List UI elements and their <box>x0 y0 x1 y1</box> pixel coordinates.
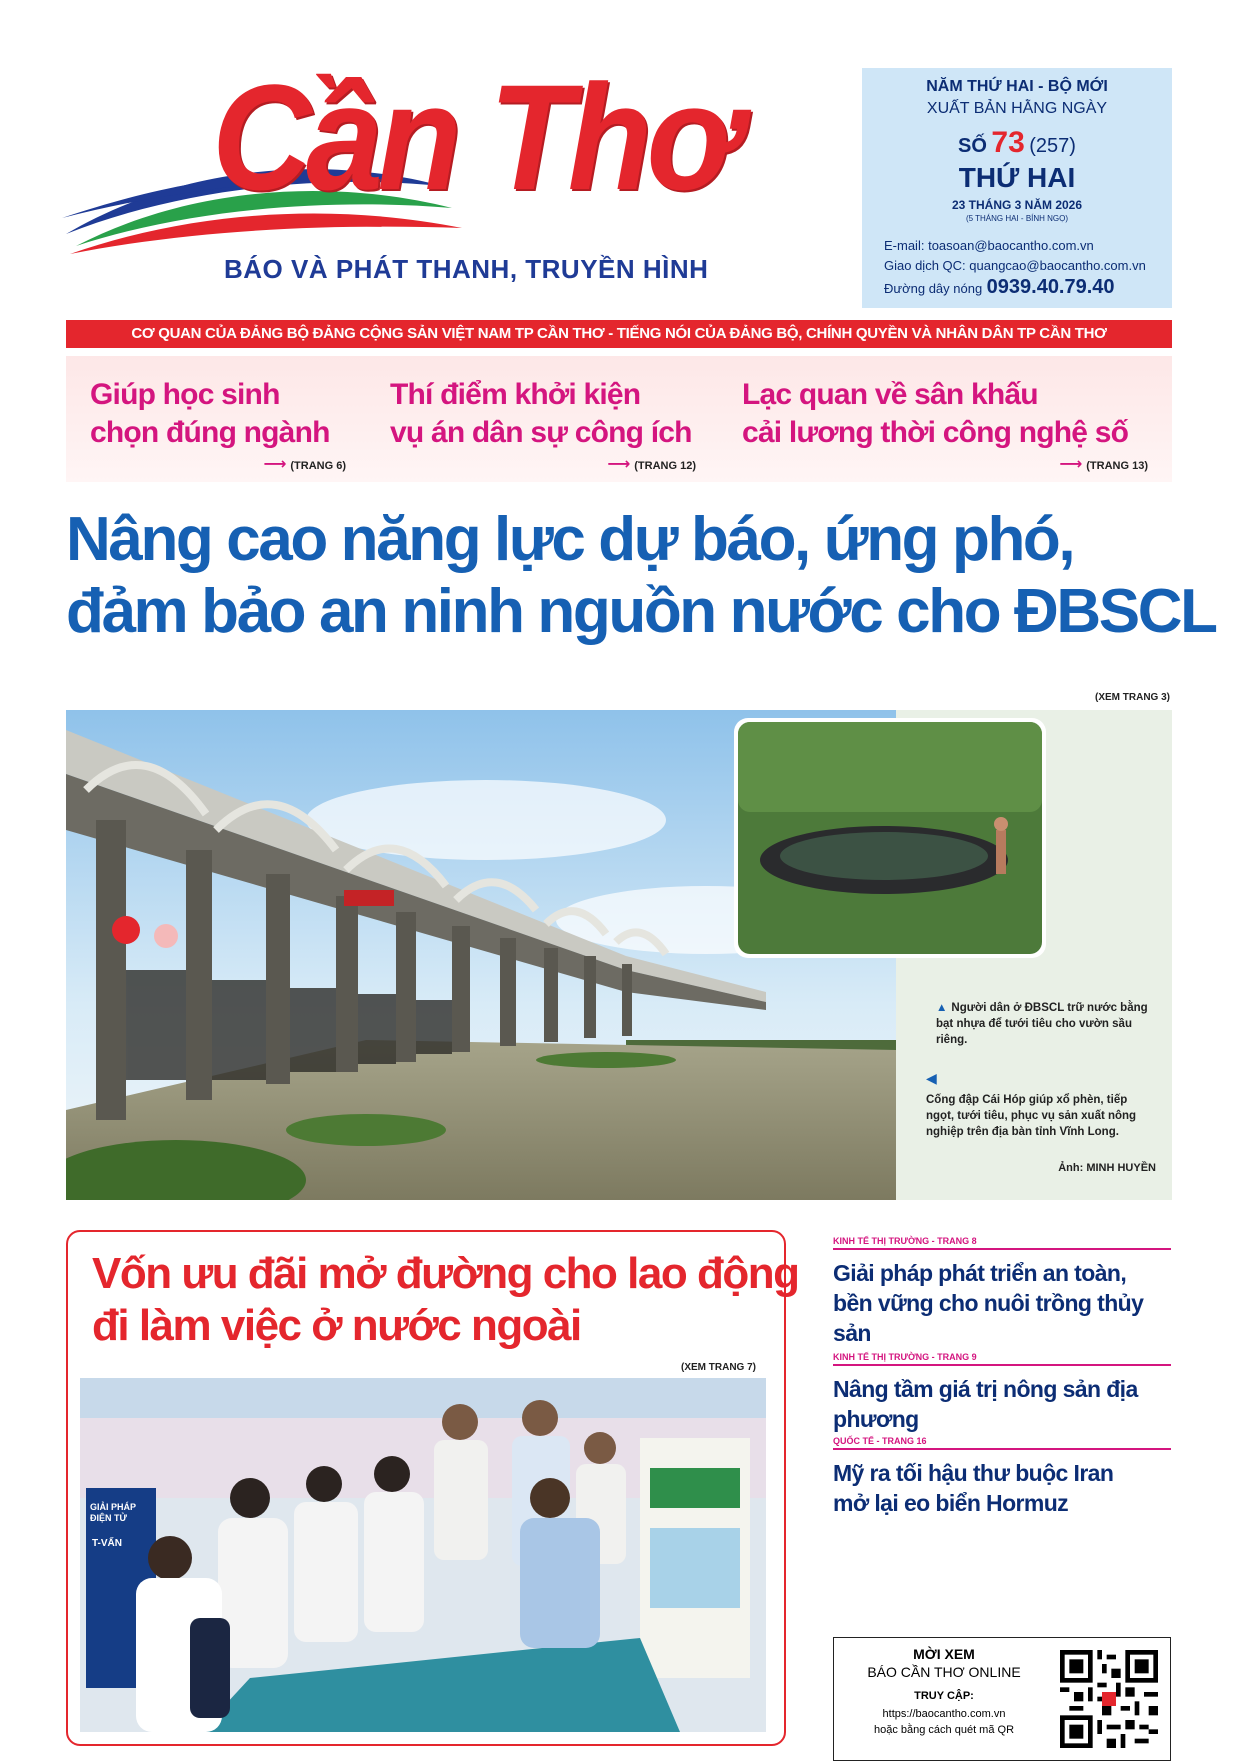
lead-page-ref: (XEM TRANG 3) <box>1095 692 1170 703</box>
teaser-strip <box>66 356 1172 482</box>
masthead-subtitle: BÁO VÀ PHÁT THANH, TRUYỀN HÌNH <box>224 254 709 284</box>
teaser-title: Giúp học sinh chọn đúng ngành <box>90 378 330 449</box>
qr-code-icon[interactable] <box>1060 1650 1158 1748</box>
photo-credit: Ảnh: MINH HUYỀN <box>1058 1162 1156 1174</box>
sidebar-divider <box>833 1364 1171 1366</box>
issue-number: 73 <box>991 126 1025 159</box>
issue-ads-label: Giao dịch QC: <box>884 258 966 273</box>
arrow-right-icon: ⟶ <box>1059 456 1083 473</box>
inset-caption: ▲ Người dân ở ĐBSCL trữ nước bằng bạt nhựa để tưới tiêu cho vườn sầu riêng. <box>936 1002 1148 1046</box>
sidebar-item[interactable] <box>833 1352 1171 1434</box>
sidebar-divider <box>833 1248 1171 1250</box>
arrow-right-icon: ⟶ <box>607 456 631 473</box>
issue-hotline-row <box>884 276 1115 299</box>
teaser-page-ref: ⟶ (TRANG 6) <box>263 456 346 473</box>
online-name: BÁO CẦN THƠ ONLINE <box>867 1664 1021 1680</box>
online-invite: MỜI XEM <box>913 1646 975 1662</box>
issue-number-label: SỐ <box>958 135 987 157</box>
issue-ads-email[interactable]: quangcao@baocantho.com.vn <box>969 258 1146 273</box>
issue-year-line: NĂM THỨ HAI - BỘ MỚI <box>926 78 1108 95</box>
sidebar-kicker: KINH TẾ THỊ TRƯỜNG - TRANG 9 <box>833 1352 977 1362</box>
masthead-logo <box>62 53 822 308</box>
sidebar-divider <box>833 1448 1171 1450</box>
sidebar-title: Nâng tầm giá trị nông sản địa phương <box>833 1376 1138 1432</box>
online-promo-box <box>833 1637 1171 1761</box>
caption-pointer-up-icon: ▲ <box>936 1002 948 1014</box>
online-access: TRUY CẬP: <box>914 1690 974 1702</box>
issue-info-box <box>862 68 1172 308</box>
teaser-title: Thí điểm khởi kiện vụ án dân sự công ích <box>390 378 692 449</box>
teaser-item[interactable] <box>730 356 1172 482</box>
online-url[interactable]: https://baocantho.com.vn <box>882 1708 1006 1720</box>
feature-story[interactable] <box>66 1230 799 1746</box>
teaser-page-ref: ⟶ (TRANG 13) <box>1059 456 1148 473</box>
arrow-right-icon: ⟶ <box>263 456 287 473</box>
sidebar-title: Mỹ ra tối hậu thư buộc Iran mở lại eo biển Hormuz <box>833 1460 1114 1516</box>
issue-date: 23 THÁNG 3 NĂM 2026 <box>951 198 1083 212</box>
issue-weekday: THỨ HAI <box>958 162 1076 193</box>
issue-ads-row <box>884 258 1146 273</box>
issue-frequency: XUẤT BẢN HẰNG NGÀY <box>926 100 1108 117</box>
sidebar-title: Giải pháp phát triển an toàn, bền vững cho nuôi trồng thủy sản <box>833 1260 1144 1346</box>
issue-hotline-label: Đường dây nóng <box>884 281 983 296</box>
online-qr-hint: hoặc bằng cách quét mã QR <box>873 1724 1015 1736</box>
teaser-page-ref: ⟶ (TRANG 12) <box>607 456 696 473</box>
issue-number-total: (257) <box>1029 135 1076 157</box>
feature-photo <box>80 1378 766 1732</box>
job-fair-photo-graphic <box>80 1378 766 1732</box>
sidebar-kicker: QUỐC TẾ - TRANG 16 <box>833 1436 927 1446</box>
issue-hotline[interactable]: 0939.40.79.40 <box>986 276 1115 298</box>
masthead-title: Cần Thơ <box>212 53 734 221</box>
teaser-title: Lạc quan về sân khấu cải lương thời công nghệ số <box>742 378 1129 449</box>
sidebar-item[interactable] <box>833 1236 1171 1348</box>
booth-sign-text: GIẢI PHÁP ĐIỆN TỬ <box>90 1502 136 1523</box>
masthead-tagline: CƠ QUAN CỦA ĐẢNG BỘ ĐẢNG CỘNG SẢN VIỆT NAM TP CẦN THƠ - TIẾNG NÓI CỦA ĐẢNG BỘ, CHÍNH QUYỀN VÀ NHÂN DÂN TP CẦN THƠ <box>66 320 1172 348</box>
sidebar-kicker: KINH TẾ THỊ TRƯỜNG - TRANG 8 <box>833 1236 977 1246</box>
issue-number-row <box>862 126 1172 160</box>
teaser-item[interactable] <box>66 356 366 482</box>
caption-pointer-left-icon: ◀ <box>926 1070 937 1086</box>
booth-sign-subtext: T-VẤN <box>92 1538 122 1549</box>
main-photo-caption: Cống đập Cái Hóp giúp xổ phèn, tiếp ngọt, tưới tiêu, phục vụ sản xuất nông nghiệp trên địa bàn tỉnh Vĩnh Long. <box>926 1094 1137 1138</box>
sidebar-item[interactable] <box>833 1436 1171 1518</box>
feature-page-ref: (XEM TRANG 7) <box>681 1362 756 1373</box>
issue-lunar-date: (5 THÁNG HAI - BÍNH NGỌ) <box>965 214 1069 223</box>
lead-headline[interactable]: Nâng cao năng lực dự báo, ứng phó, đảm bảo an ninh nguồn nước cho ĐBSCL <box>66 505 1216 646</box>
issue-email-row <box>884 238 1094 253</box>
feature-headline: Vốn ưu đãi mở đường cho lao động đi làm việc ở nước ngoài <box>92 1249 799 1350</box>
teaser-item[interactable] <box>366 356 710 482</box>
issue-email[interactable]: toasoan@baocantho.com.vn <box>928 238 1094 253</box>
lead-photo-block <box>66 710 1172 1200</box>
issue-email-label: E-mail: <box>884 238 925 253</box>
